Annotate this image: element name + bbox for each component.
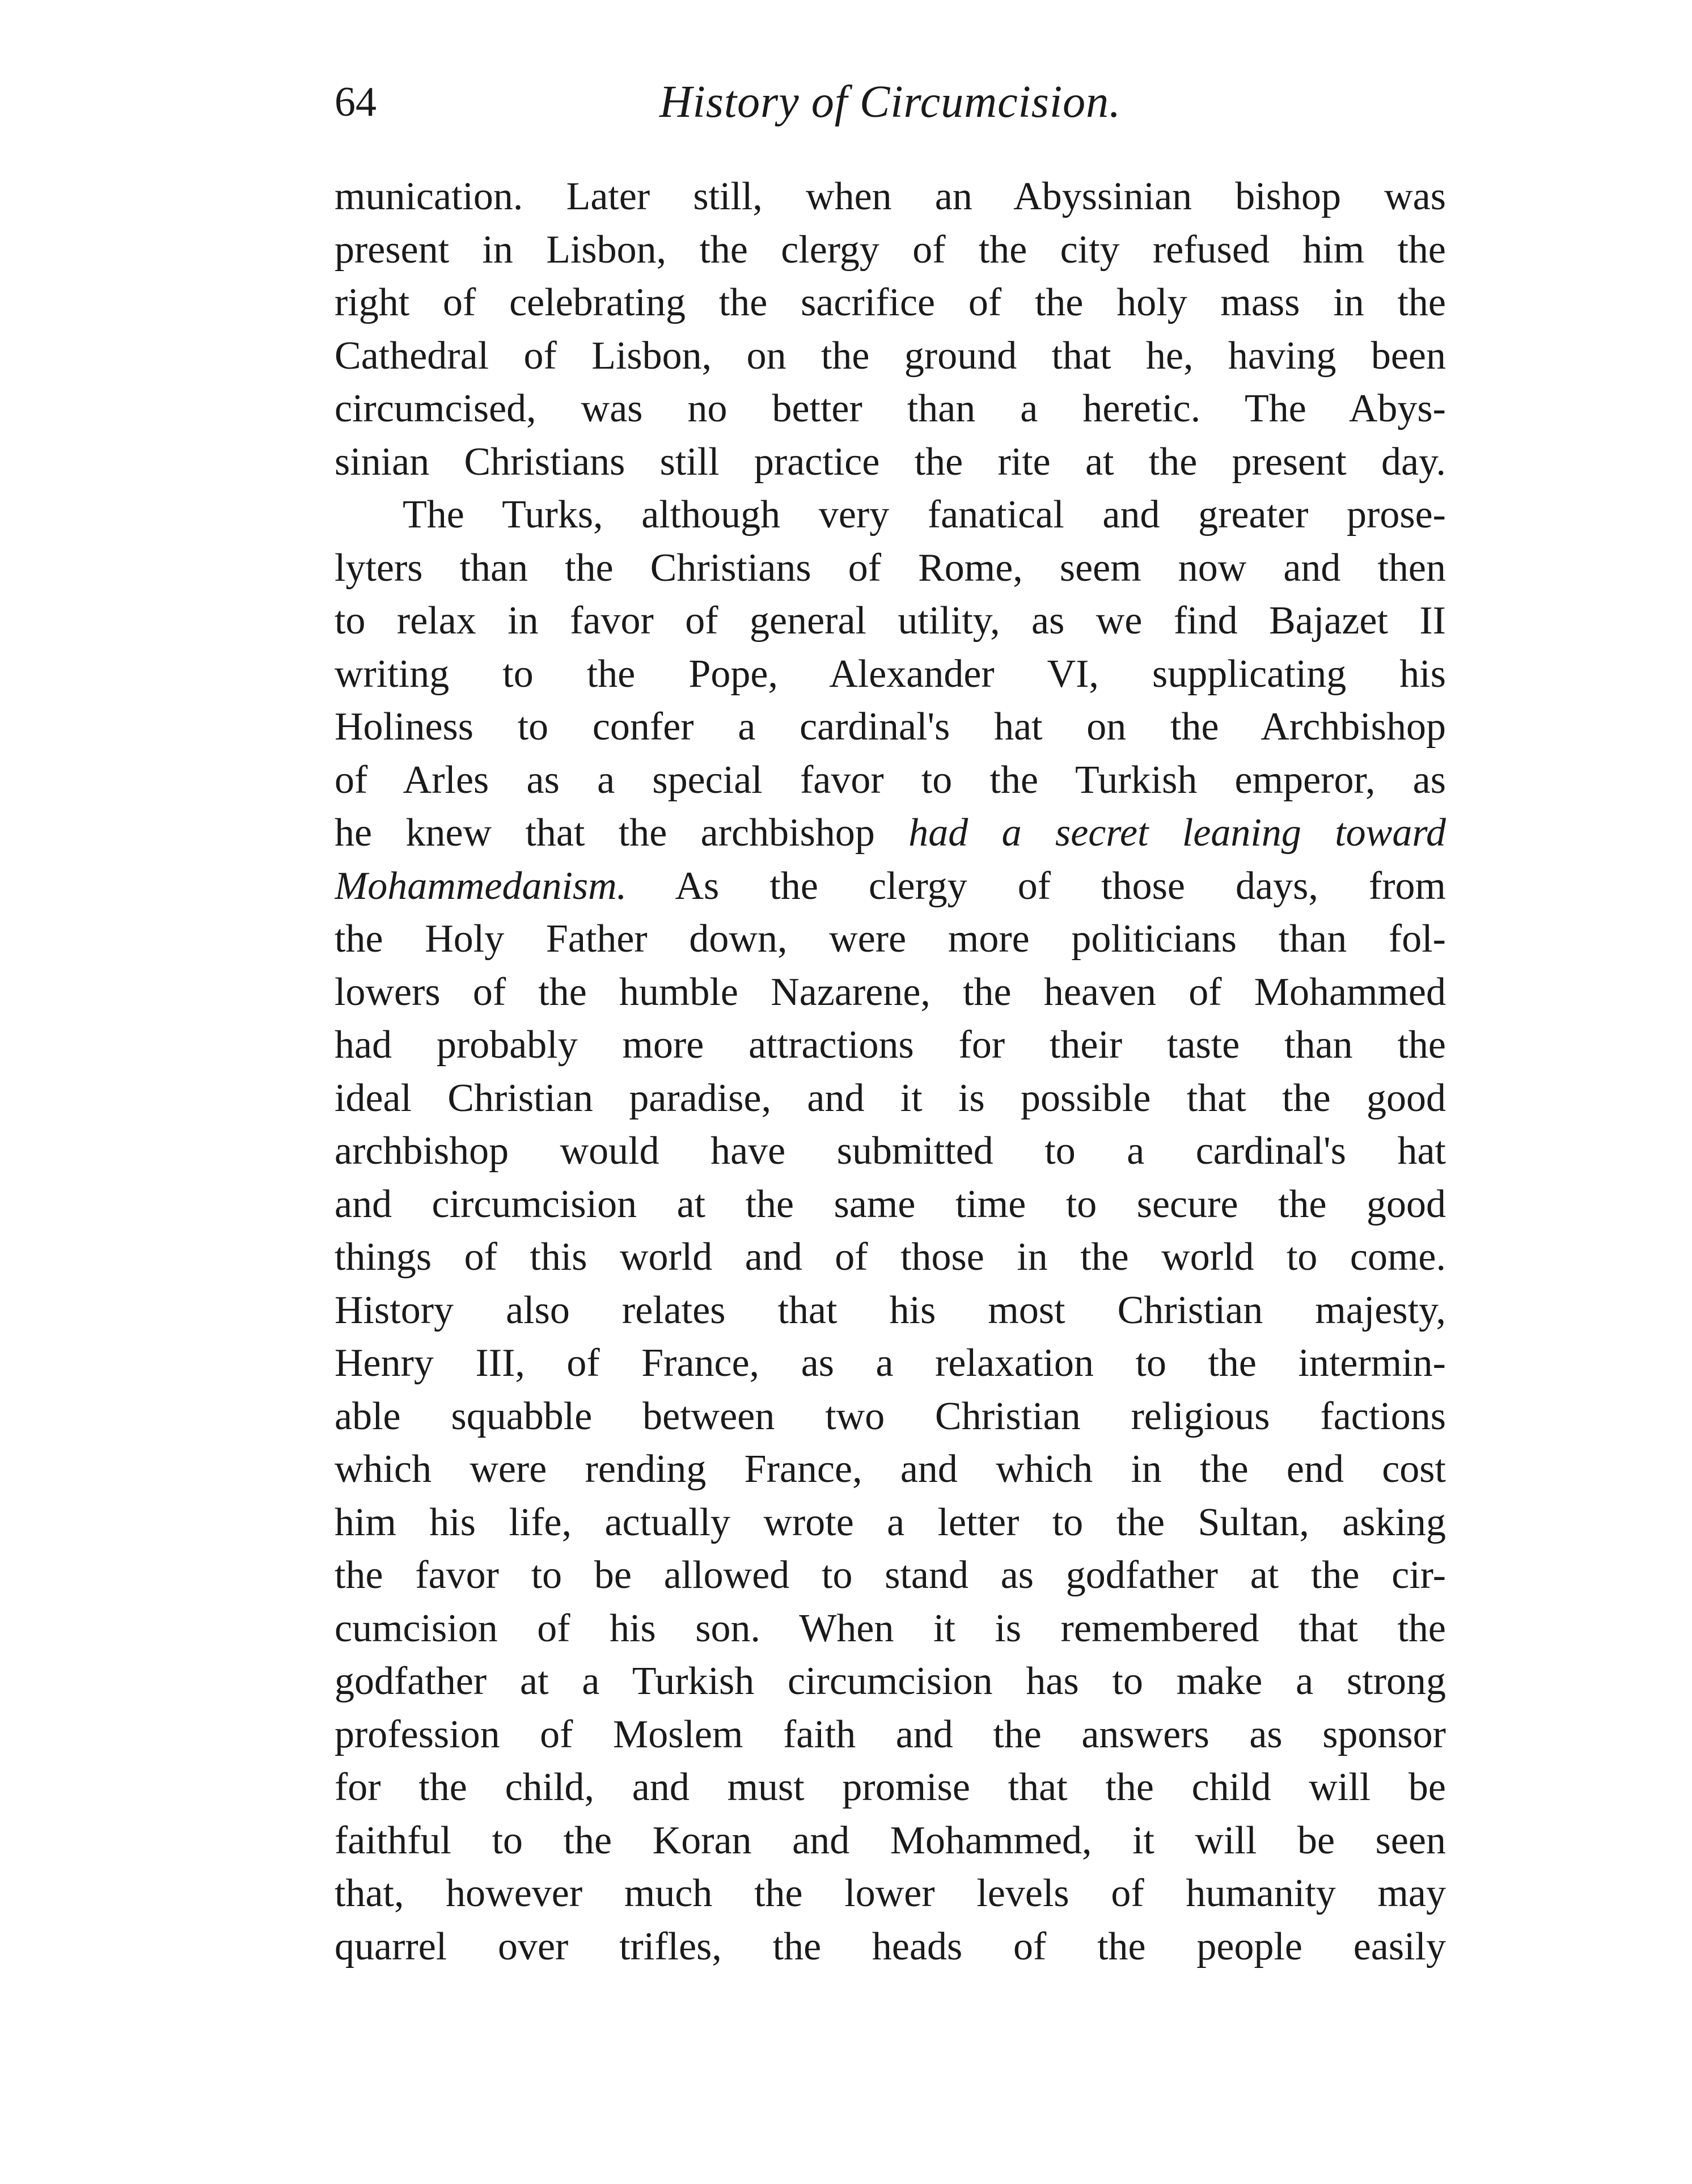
text-line: quarrel over trifles, the heads of the people easily — [335, 1924, 1446, 1968]
text-line: Henry III, of France, as a relaxation to the intermin- — [335, 1341, 1446, 1385]
text-line: right of celebrating the sacrifice of the holy mass in the — [335, 281, 1446, 324]
text-line: which were rending France, and which in the end cost — [335, 1447, 1446, 1491]
page-header — [335, 74, 1446, 136]
text-line: writing to the Pope, Alexander VI, supplicating his — [335, 652, 1446, 696]
text-line: able squabble between two Christian religious factions — [335, 1394, 1446, 1438]
text-line: the Holy Father down, were more politicians than fol- — [335, 917, 1446, 961]
text-line: History also relates that his most Christian majesty, — [335, 1288, 1446, 1332]
paragraph-first-line: The Turks, although very fanatical and greater prose- — [403, 493, 1446, 537]
text-line: ideal Christian paradise, and it is possible that the good — [335, 1076, 1446, 1120]
text-line: lowers of the humble Nazarene, the heaven of Mohammed — [335, 970, 1446, 1014]
text-line: had probably more attractions for their taste than the — [335, 1023, 1446, 1067]
italic-phrase: had a secret leaning toward — [908, 811, 1446, 855]
text-line: and circumcision at the same time to secure the good — [335, 1182, 1446, 1226]
text-line: Holiness to confer a cardinal's hat on the Archbishop — [335, 705, 1446, 749]
text-line: that, however much the lower levels of humanity may — [335, 1872, 1446, 1915]
text-line: him his life, actually wrote a letter to the Sultan, asking — [335, 1500, 1446, 1544]
text-segment: As the clergy of those days, from — [627, 864, 1446, 908]
text-line-mixed — [335, 860, 1446, 913]
text-line: munication. Later still, when an Abyssinian bishop was — [335, 175, 1446, 218]
page-number: 64 — [335, 79, 377, 125]
text-line: for the child, and must promise that the child will be — [335, 1765, 1446, 1809]
text-segment: he knew that the archbishop — [335, 811, 909, 855]
text-line: profession of Moslem faith and the answers as sponsor — [335, 1712, 1446, 1756]
text-line: the favor to be allowed to stand as godfather at the cir- — [335, 1553, 1446, 1597]
text-line: archbishop would have submitted to a cardinal's hat — [335, 1129, 1446, 1173]
text-line: Cathedral of Lisbon, on the ground that he, having been — [335, 333, 1446, 378]
text-line: godfather at a Turkish circumcision has to make a strong — [335, 1659, 1446, 1703]
body-text — [335, 170, 1446, 1973]
text-line: faithful to the Koran and Mohammed, it will be seen — [335, 1818, 1446, 1862]
text-line: present in Lisbon, the clergy of the city refused him the — [335, 227, 1446, 272]
text-line: of Arles as a special favor to the Turkish emperor, as — [335, 758, 1446, 802]
text-line: circumcised, was no better than a heretic. The Abys- — [335, 387, 1446, 430]
text-line: cumcision of his son. When it is remembered that the — [335, 1606, 1446, 1650]
running-title: History of Circumcision. — [659, 77, 1122, 127]
text-line-mixed — [335, 806, 1446, 860]
text-line: lyters than the Christians of Rome, seem now and then — [335, 546, 1446, 590]
italic-phrase: Mohammedanism. — [335, 864, 627, 908]
text-line: things of this world and of those in the world to come. — [335, 1235, 1446, 1279]
text-line: sinian Christians still practice the rite at the present day. — [335, 440, 1446, 484]
text-line: to relax in favor of general utility, as we find Bajazet II — [335, 599, 1446, 643]
